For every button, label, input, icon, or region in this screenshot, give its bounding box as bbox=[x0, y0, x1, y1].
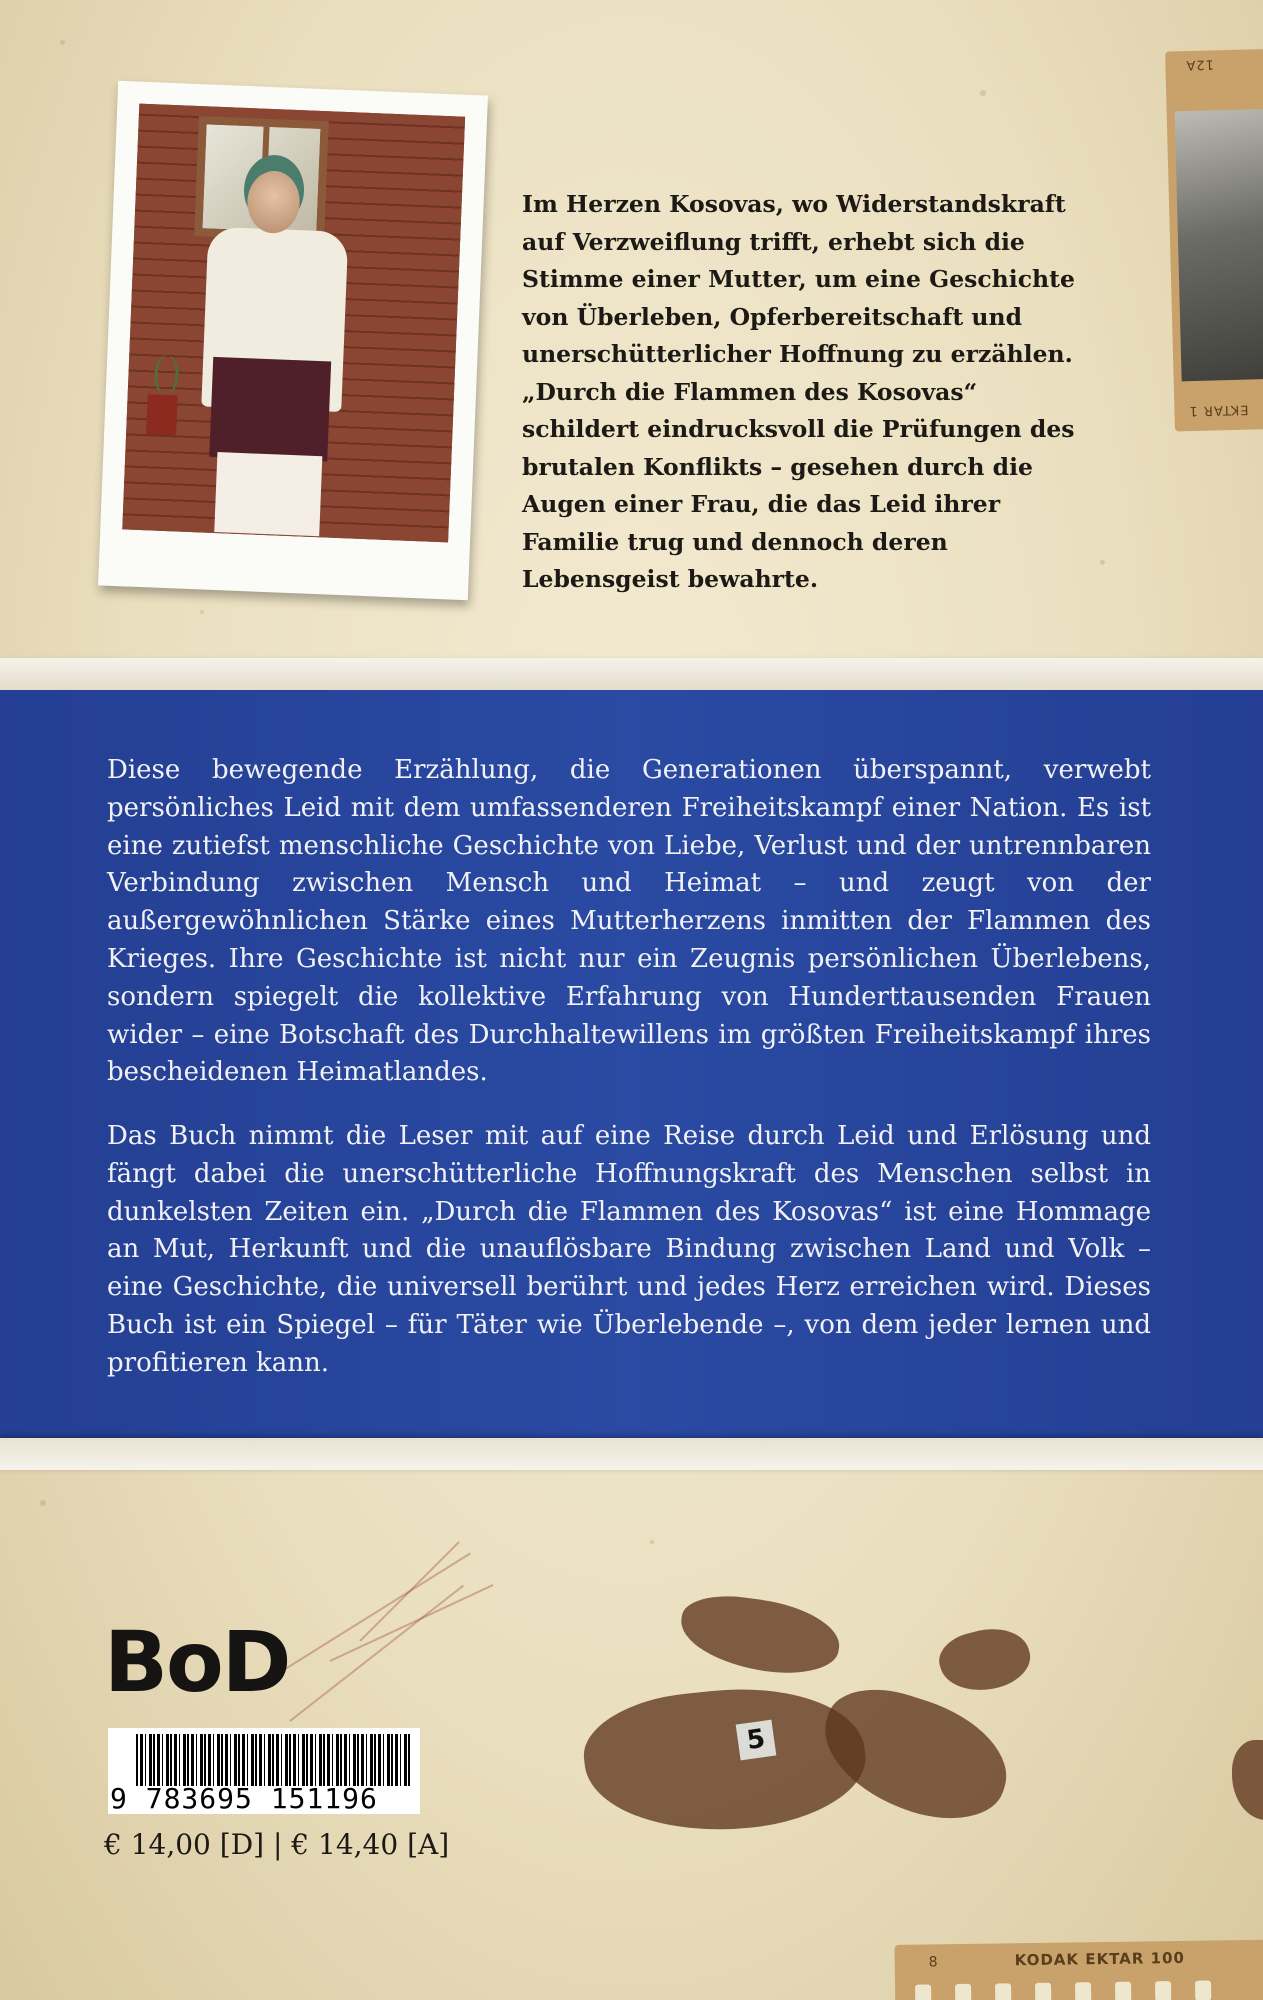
paper-speck bbox=[650, 1540, 654, 1544]
paper-speck bbox=[200, 610, 204, 614]
clothing-fragment bbox=[808, 1673, 1023, 1836]
band-border-bottom bbox=[0, 1438, 1263, 1470]
film-brand-label: KODAK EKTAR 100 bbox=[1014, 1948, 1186, 1970]
film-sprocket bbox=[955, 1984, 971, 2000]
red-scratch-mark bbox=[289, 1585, 464, 1722]
film-sprocket bbox=[1035, 1983, 1051, 2000]
isbn-barcode bbox=[108, 1728, 420, 1814]
barcode-number: 9 783695 151196 bbox=[110, 1782, 378, 1815]
paper-speck bbox=[40, 1500, 46, 1506]
film-frame-photo bbox=[1175, 109, 1263, 382]
paper-speck bbox=[980, 90, 986, 96]
photo-figure-legs bbox=[214, 452, 322, 536]
price-label: € 14,00 [D] | € 14,40 [A] bbox=[104, 1828, 450, 1861]
body-paragraph-1: Diese bewegende Erzählung, die Generationen überspannt, verwebt persönliches Leid mit dem umfassenderen Freiheitskampf einer Nation. Es ist eine zutiefst menschliche Geschichte von Liebe, Verlust und der untrennbaren Verbindung zwischen Mensch und Heimat – und zeugt von der außergewöhnlichen Stärke eines Mutterherzens inmitten der Flammen des Krieges. Ihre Geschichte ist nicht nur ein Zeugnis persönlichen Überlebens, sondern spiegelt die kollektive Erfahrung von Hunderttausenden Frauen wider – eine Botschaft des Durchhaltewillens im größten Freiheitskampf ihres bescheidenen Heimatlandes. bbox=[107, 755, 1151, 1088]
film-frame-number: 8 bbox=[928, 1954, 939, 1971]
film-sprocket bbox=[1195, 1981, 1211, 2000]
film-sprocket bbox=[1075, 1982, 1091, 2000]
publisher-logo: BoD bbox=[104, 1613, 290, 1711]
film-sprocket bbox=[1115, 1982, 1131, 2000]
evidence-tag: 5 bbox=[736, 1720, 777, 1761]
polaroid-photo-frame bbox=[98, 81, 488, 600]
body-paragraph-2: Das Buch nimmt die Leser mit auf eine Reise durch Leid und Erlösung und fängt dabei die unerschütterliche Hoffnungskraft des Menschen selbst in dunkelsten Zeiten ein. „Durch die Flammen des Kosovas“ ist eine Hommage an Mut, Herkunft und die unauflösbare Bindung zwischen Land und Volk – eine Geschichte, die universell berührt und jedes Herz erreichen wird. Dieses Buch ist ein Spiegel – für Täter wie Überlebende –, von dem jeder lernen und profitieren kann. bbox=[107, 1121, 1151, 1378]
clothing-fragment bbox=[578, 1676, 871, 1845]
film-strip-top bbox=[1165, 48, 1263, 431]
intro-text: Im Herzen Kosovas, wo Widerstandskraft auf Verzweiflung trifft, erhebt sich die Stimme einer Mutter, um eine Geschichte von Überleben, Opferbereitschaft und unerschütterlicher Hoffnung zu erzählen. „Durch die Flammen des Kosovas“ schildert eindrucksvoll die Prüfungen des brutalen Konflikts – gesehen durch die Augen einer Frau, die das Leid ihrer Familie trug und dennoch deren Lebensgeist bewahrte. bbox=[522, 190, 1075, 593]
film-strip-top-label: 12A bbox=[1185, 56, 1215, 73]
film-strip-bottom bbox=[894, 1939, 1263, 2000]
red-scratch-mark bbox=[330, 1584, 494, 1662]
clothing-fragment bbox=[676, 1589, 844, 1681]
film-sprocket bbox=[1155, 1981, 1171, 2000]
paper-speck bbox=[1100, 560, 1105, 565]
film-strip-bottom-label: EKTAR 1 bbox=[1188, 401, 1249, 419]
clothing-fragment bbox=[934, 1619, 1036, 1700]
film-sprocket bbox=[995, 1983, 1011, 2000]
photo-woman-standing bbox=[122, 104, 465, 543]
photo-plant-pot bbox=[146, 394, 178, 435]
barcode-bars bbox=[136, 1734, 412, 1786]
film-sprocket bbox=[915, 1984, 931, 2000]
band-border-top bbox=[0, 658, 1263, 690]
clothing-fragment bbox=[1232, 1740, 1263, 1820]
paper-speck bbox=[60, 40, 65, 45]
photo-figure-skirt bbox=[209, 357, 331, 462]
